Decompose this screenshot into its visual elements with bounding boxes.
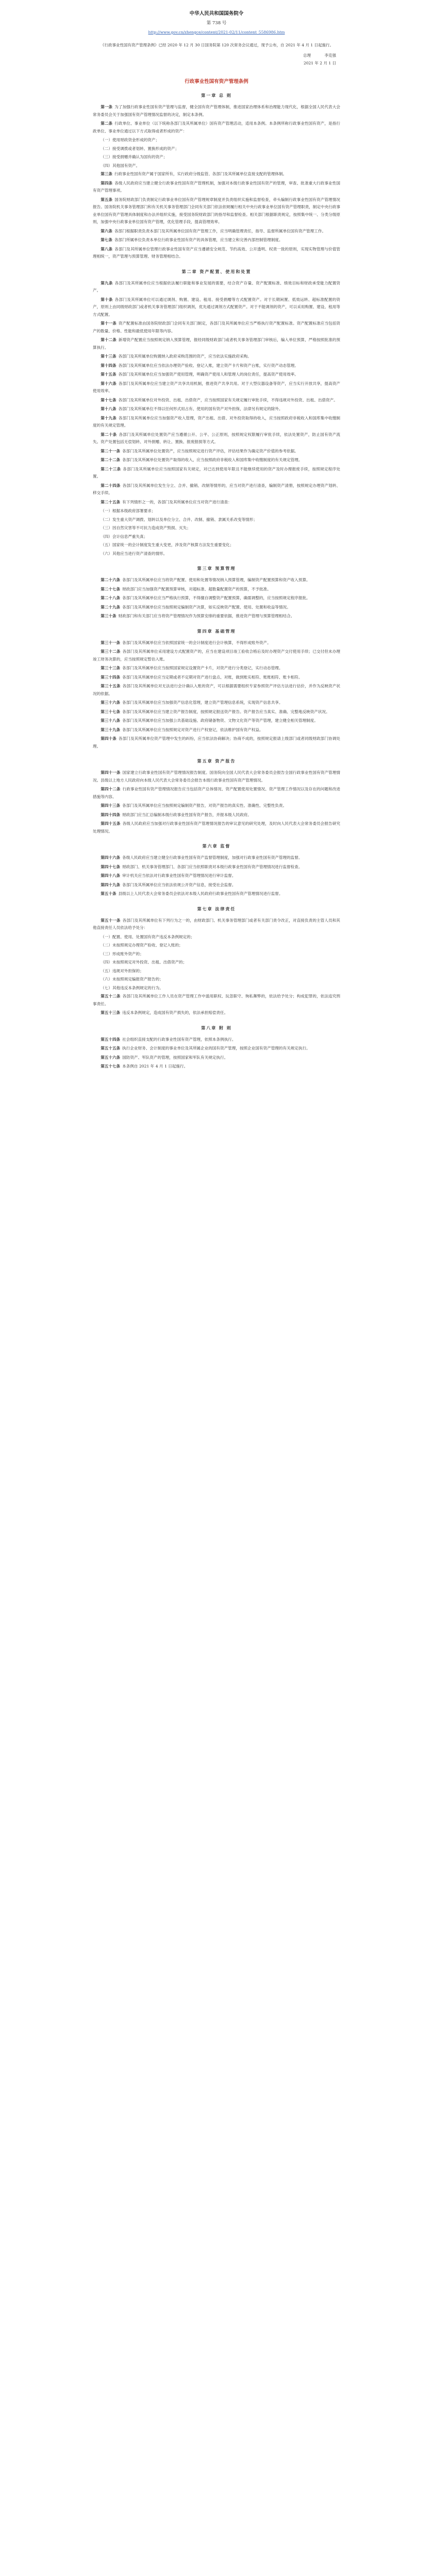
article-paragraph [93, 380, 340, 395]
chapter-heading: 第一章 总 则 [201, 93, 232, 98]
article-number: 第五十二条 [101, 994, 121, 998]
chapter-heading: 第七章 法律责任 [197, 906, 236, 911]
article-paragraph [93, 683, 340, 698]
article-paragraph [93, 917, 340, 932]
article-item: （三）因自然灾害等不可抗力造成资产毁损、灭失； [101, 526, 191, 530]
article-paragraph [93, 456, 340, 464]
decree-description: 《行政事业性国有资产管理条例》已经 2020 年 12 月 30 日国务院第 120 次常务会议通过，现予公布，自 2021 年 4 月 1 日起施行。 [101, 43, 334, 47]
article-paragraph [93, 448, 340, 455]
regulation-title: 行政事业性国有资产管理条例 [185, 79, 248, 84]
article-number: 第二十一条 [101, 448, 121, 453]
article-text: 各级人民政府应当建立健全行政事业性国有资产管理机制，加强对本级行政事业性国有资产的管理，审查、批准重大行政事业性国有资产管理事项。 [93, 180, 340, 193]
article-number: 第九条 [101, 280, 113, 285]
article-paragraph [93, 717, 340, 725]
article-number: 第三十五条 [101, 684, 121, 688]
chapter-heading: 第二章 资产配置、使用和处置 [181, 268, 252, 274]
article-paragraph [93, 120, 340, 135]
article-number: 第十四条 [101, 363, 116, 368]
article-number: 第十三条 [101, 354, 116, 359]
article-number: 第四十七条 [101, 864, 121, 869]
article-number: 第四条 [101, 180, 113, 185]
article-paragraph [93, 397, 340, 404]
article-text: 有下列情形之一的，各部门及其所属单位应当对资产进行清查： [122, 499, 232, 504]
article-paragraph [93, 1009, 340, 1017]
article-paragraph [93, 890, 340, 898]
signature-name: 李克强 [324, 53, 336, 58]
article-paragraph [93, 604, 340, 612]
article-paragraph [93, 769, 340, 784]
article-text: 各部门及其所属单位应当按照规定对资产进行产权登记，依法维护国有资产权益。 [122, 727, 263, 732]
article-paragraph [93, 228, 340, 235]
article-text: 审计机关应当依法对行政事业性国有资产管理情况进行审计监督。 [122, 873, 236, 878]
article-number: 第十九条 [101, 415, 116, 420]
article-number: 第四十一条 [101, 770, 121, 775]
decree-date: 2021 年 2 月 1 日 [303, 61, 336, 65]
article-text: 财政部门应当汇总编制本级行政事业性国有资产报告，并报本级人民政府。 [122, 812, 252, 817]
article-text: 各部门及其所属单位应当按照国家有关规定，对已达到使用年限且不能继续使用的资产及时办理报废手续，按照规定程序处置。 [93, 466, 341, 479]
article-text: 新增资产配置应当按照规定纳入预算管理，报经同级财政部门或者机关事务管理部门审核后，编入单位预算，严格按照批准的预算执行。 [93, 337, 341, 350]
article-number: 第三十四条 [101, 674, 121, 680]
article-text: 各部门根据职责负责本部门及其所属单位国有资产管理工作，应当明确管理责任，指导、监督所属单位国有资产管理工作。 [114, 228, 326, 233]
article-paragraph [93, 353, 340, 361]
article-text: 各部门及其所属单位应当依法办理资产验收、登记入账，建立资产卡片和资产台账，实行资产动态管理。 [118, 363, 298, 368]
chapter-heading: 第五章 资产报告 [197, 758, 236, 764]
article-text: 财政部门和有关部门应当将资产管理情况作为预算安排的重要依据，推进资产管理与预算管理相结合。 [118, 614, 295, 618]
article-text: 违反本条例规定，造成国有资产损失的，依法承担赔偿责任。 [122, 1010, 228, 1015]
article-text: 财政部门、机关事务管理部门、各部门应当依照职责对本级行政事业性国有资产管理情况进行监督检查。 [122, 864, 303, 869]
signature-title: 总理 [303, 53, 311, 58]
article-item: （二）接受调拨或者划转、置换形成的资产； [101, 146, 179, 151]
article-paragraph [93, 180, 340, 195]
article-number: 第二十二条 [101, 457, 121, 462]
article-text: 各部门及其所属单位可以通过调剂、购置、建设、租用、接受捐赠等方式配置资产。对于长期闲置、低效运转、超标准配置的资产，原则上由同级财政部门或者机关事务管理部门组织调剂，优先通过调剂方式配置资产。对于不能调剂的资产，可以采用购置、建设、租用等方式配置。 [93, 297, 341, 317]
article-number: 第二十条 [101, 432, 117, 437]
article-paragraph [93, 196, 340, 226]
article-item: （七）其他违反本条例规定的行为。 [101, 985, 163, 990]
article-item: （三）形成账外资产的； [101, 951, 144, 956]
article-paragraph [93, 802, 340, 810]
article-paragraph [93, 726, 340, 734]
article-text: 各部门及其所属单位工作人员在资产管理工作中滥用职权、玩忽职守、徇私舞弊的，依法给予处分；构成犯罪的，依法追究刑事责任。 [93, 994, 341, 1006]
article-number: 第三十八条 [101, 718, 121, 723]
article-paragraph [93, 466, 340, 481]
article-number: 第三十一条 [101, 640, 121, 645]
article-paragraph [93, 482, 340, 497]
article-item: （五）国家统一的会计制度发生重大变更，涉及资产核算方法发生重要变化； [101, 543, 234, 547]
article-number: 第三十九条 [101, 727, 121, 732]
article-paragraph [93, 1054, 340, 1062]
article-paragraph [93, 699, 340, 707]
article-paragraph [93, 405, 340, 413]
article-paragraph [93, 415, 340, 430]
article-paragraph [93, 863, 340, 871]
article-text: 各部门及其所属单位应当加强资产使用管理，明确资产使用人和管理人的岗位责任，提高资产使用效率。 [118, 372, 298, 377]
article-text: 各部门及其所属单位发生分立、合并、撤销、改制等情形的，应当对资产进行清查，编制资产清册，按照规定办理资产划转、移交手续。 [93, 483, 341, 495]
article-paragraph [93, 811, 340, 819]
article-item: （四）其他国有资产。 [101, 163, 140, 168]
article-number: 第四十条 [101, 736, 116, 741]
regulation-sections [93, 93, 340, 1071]
article-paragraph [93, 854, 340, 862]
article-number: 第八条 [101, 246, 113, 251]
article-text: 国家建立行政事业性国有资产管理情况报告制度。国务院向全国人民代表大会常务委员会报告全国行政事业性国有资产管理情况。县级以上地方人民政府向本级人民代表大会常务委员会报告本级行政事业性国有资产管理情况。 [93, 770, 341, 783]
article-paragraph [93, 665, 340, 672]
article-item: （一）使用财政资金形成的资产； [101, 138, 160, 142]
article-text: 各部门及其所属单位采用建设方式配置资产的，应当在建设项目竣工验收合格后及时办理资产交付使用手续；已交付但未办理竣工财务决算的，应当按照规定暂估入账。 [93, 649, 341, 662]
article-text: 县级以上人民代表大会常务委员会依法对本级人民政府行政事业性国有资产管理情况进行监督。 [118, 891, 283, 896]
article-paragraph [93, 708, 340, 716]
article-number: 第二十四条 [101, 483, 121, 488]
article-paragraph [93, 236, 340, 244]
article-paragraph [93, 246, 340, 261]
article-paragraph [93, 648, 340, 663]
article-text: 行政单位、事业单位（以下统称各部门及其所属单位）国有资产管理活动，适用本条例。本条例所称行政事业性国有资产，是指行政单位、事业单位通过以下方式取得或者形成的资产： [93, 121, 340, 133]
article-number: 第五十三条 [101, 1010, 121, 1015]
article-number: 第三十条 [101, 614, 116, 618]
article-number: 第五十七条 [101, 1064, 121, 1069]
article-text: 各级人民政府应当加强对行政事业性国有资产管理情况报告的审议意见的研究处理，及时向人民代表大会常务委员会报告研究处理情况。 [93, 821, 341, 834]
article-paragraph [93, 171, 340, 178]
article-text: 各部门及其所属单位处置资产取得的收入，应当按照政府非税收入和国库集中收缴制度的有关规定管理。 [122, 457, 303, 462]
article-item: （六）未按照规定编报资产报告的； [101, 977, 163, 981]
article-text: 行政事业性国有资产管理情况报告应当包括资产总体情况、资产配置使用处置情况、资产管理工作情况以及存在的问题和改进措施等内容。 [93, 787, 341, 799]
article-item: （四）未按照规定对外投资、出租、出借资产的； [101, 960, 187, 964]
article-paragraph [93, 431, 340, 446]
article-paragraph [93, 872, 340, 880]
article-paragraph [93, 499, 340, 506]
article-number: 第四十三条 [101, 803, 121, 808]
article-text: 各部门及其所属单位管理行政事业性国有资产应当遵循安全规范、节约高效、公开透明、权责一致的原则，实现实物管理与价值管理相统一，资产管理与预算管理、财务管理相结合。 [93, 246, 340, 259]
article-paragraph [93, 1063, 340, 1071]
article-number: 第十七条 [101, 397, 116, 402]
article-paragraph [93, 993, 340, 1008]
article-paragraph [93, 735, 340, 750]
article-number: 第四十九条 [101, 882, 121, 887]
decree-number: 第 738 号 [206, 21, 227, 26]
article-paragraph [93, 586, 340, 594]
article-paragraph [93, 336, 340, 351]
article-number: 第三十六条 [101, 700, 121, 705]
article-text: 各部门及其所属单位应当加强公共基础设施、政府储备物资、文物文化资产等资产管理，建立健全相关管理制度。 [122, 718, 318, 723]
article-number: 第四十五条 [101, 821, 121, 826]
article-text: 国防资产、军队资产的管理，按照国家和军队有关规定执行。 [122, 1055, 228, 1060]
article-text: 国务院财政部门负责制定行政事业单位国有资产管理规章制度并负责组织实施和监督检查，牵头编制行政事业性国有资产管理情况报告。国务院机关事务管理部门和有关机关事务管理部门会同有关部门依法依规履行相关中央行政事业单位国有资产管理职责，制定中央行政事业单位国有资产管理具体制度和办法并组织实施，接受国务院财政部门的指导和监督检查。相关部门根据职责规定，按照集中统一、分类分级原则，加强中央行政事业单位国有资产管理，优化管理手段，提高管理效率。 [93, 197, 340, 224]
decree-title: 中华人民共和国国务院令 [189, 11, 244, 16]
article-item: （六）其他应当进行资产清查的情形。 [101, 551, 168, 556]
article-paragraph [93, 595, 340, 602]
article-text: 财政部门应当加强资产配置预算审核，对超标准、超数量配置资产的预算，不予批准。 [122, 586, 271, 591]
article-paragraph [93, 882, 340, 889]
article-number: 第二十九条 [101, 604, 121, 609]
article-paragraph [93, 1045, 340, 1053]
article-number: 第五十一条 [101, 918, 121, 923]
article-item: （三）接受捐赠并确认为国有的资产； [101, 155, 168, 159]
article-number: 第七条 [101, 238, 112, 242]
article-number: 第二十五条 [101, 499, 121, 504]
article-paragraph [93, 1036, 340, 1044]
article-item: （一）配置、使用、处置国有资产违反本条例规定的； [101, 934, 195, 939]
article-item: （二）发生重大资产调拨、划转以及单位分立、合并、改制、撤销、隶属关系改变等情形； [101, 517, 257, 522]
chapter-heading: 第三章 预算管理 [197, 566, 236, 571]
article-number: 第三条 [101, 172, 112, 176]
article-paragraph [93, 280, 340, 295]
article-number: 第十二条 [101, 337, 116, 342]
article-number: 第四十八条 [101, 873, 121, 878]
article-number: 第十一条 [101, 321, 116, 326]
article-paragraph [93, 639, 340, 647]
article-number: 第五十五条 [101, 1046, 121, 1050]
article-number: 第十条 [101, 297, 113, 302]
article-text: 各部门及其所属单位应当加强资产收入管理，资产出租、出借、对外投资取得的收入，应当按照政府非税收入和国库集中收缴制度的有关规定管理。 [93, 415, 341, 428]
article-text: 各部门及其所属单位对外投资、出租、出借资产，应当按照国家有关规定履行审批手续，不得违规对外投资、出租、出借资产。 [118, 397, 338, 402]
article-item: （五）违规对外担保的； [101, 968, 144, 973]
article-number: 第五十六条 [101, 1055, 121, 1060]
article-text: 行政事业性国有资产属于国家所有，实行政府分级监管、各部门及其所属单位直接支配的管理体制。 [114, 172, 287, 176]
article-number: 第六条 [101, 228, 112, 233]
article-text: 各级人民政府应当建立健全行政事业性国有资产监督管理制度，加强对行政事业性国有资产管理的监督。 [122, 855, 303, 860]
article-text: 本条例自 2021 年 4 月 1 日起施行。 [122, 1064, 188, 1069]
article-number: 第十六条 [101, 381, 116, 386]
article-paragraph [93, 820, 340, 835]
article-text: 各部门及其所属单位应当依法依规公开资产信息，接受社会监督。 [122, 882, 236, 887]
article-number: 第二十八条 [101, 596, 121, 600]
article-text: 各部门及其所属单位应当按照规定编制资产报告，对资产报告的真实性、准确性、完整性负责。 [122, 803, 287, 808]
article-text: 各部门及其所属单位应当依照国家统一的会计制度进行会计核算，不得形成账外资产。 [122, 640, 271, 645]
article-number: 第四十六条 [101, 855, 121, 860]
article-text: 各部门及其所属单位应当定期或者不定期对资产进行盘点、对账，做到账实相符、账账相符、账卡相符。 [122, 674, 303, 680]
article-paragraph [93, 786, 340, 801]
article-text: 各部门及其所属单位应当建立资产共享共用机制，推进资产共享共用。对于大型仪器设备等资产，应当实行开放共享，提高资产使用效率。 [93, 381, 341, 393]
article-number: 第三十七条 [101, 709, 121, 714]
article-text: 各部门及其所属单位处置资产，应当按照规定进行资产评估，评估结果作为确定资产价值的参考依据。 [122, 448, 298, 453]
article-number: 第三十三条 [101, 666, 121, 670]
article-text: 各部门及其所属单位有下列行为之一的，由财政部门、机关事务管理部门或者有关部门责令改正，对直接负责的主管人员和其他直接责任人员依法给予处分： [93, 918, 341, 930]
article-number: 第二十三条 [101, 466, 121, 471]
article-paragraph [93, 104, 340, 118]
article-text: 各部门及其所属单位不得以任何形式用占有、使用的国有资产对外担保，法律另有规定的除外。 [118, 406, 283, 411]
document-body [93, 0, 340, 1071]
article-text: 社会组织直接支配的行政事业性国有资产管理，依照本条例执行。 [122, 1037, 236, 1042]
article-number: 第十八条 [101, 406, 116, 411]
article-text: 各部门及其所属单位应当按照规定编制资产决算，如实反映资产配置、使用、处置和收益等情况。 [122, 604, 291, 609]
signature [93, 53, 340, 58]
article-text: 各部门及其所属单位应当加强资产信息化管理，建立资产管理信息系统，实现资产信息共享。 [122, 700, 283, 705]
article-text: 为了加强行政事业性国有资产管理与监督，健全国有资产管理体制，推进国家治理体系和治理能力现代化，根据全国人民代表大会常务委员会关于加强国有资产管理情况监督的决定，制定本条例。 [93, 105, 340, 117]
article-number: 第一条 [101, 105, 113, 109]
article-item: （四）会计信息严重失真； [101, 534, 148, 539]
article-text: 执行企业财务、会计制度的事业单位及其所属企业的国有资产管理，按照企业国有资产管理的有关规定执行。 [122, 1046, 310, 1050]
article-text: 各部门及其所属单位应当根据依法履行职能和事业发展的需要，结合资产存量、资产配置标准、绩效目标和财政承受能力配置资产。 [93, 280, 341, 293]
article-item: （一）根据本级政府部署要求； [101, 509, 156, 513]
article-paragraph [93, 371, 340, 379]
article-text: 各部门及其所属单位资产管理中发生的纠纷，应当依法协商解决；协商不成的，按照规定报请上级部门或者同级财政部门协调处理。 [93, 736, 341, 749]
article-number: 第二条 [101, 121, 113, 126]
article-item: （二）未按照规定办理资产验收、登记入账的； [101, 943, 183, 947]
article-number: 第五十条 [101, 891, 116, 896]
article-text: 各部门及其所属单位应当严格执行预算，不得擅自调整资产配置预算，确需调整的，应当按照规定程序报批。 [122, 596, 310, 600]
article-number: 第二十七条 [101, 586, 121, 591]
article-text: 各部门所属单位负责本单位行政事业性国有资产的具体管理，应当建立和完善内部控制管理制度。 [114, 238, 283, 242]
chapter-heading: 第八章 附 则 [201, 1025, 232, 1030]
chapter-heading: 第四章 基础管理 [197, 628, 236, 634]
article-paragraph [93, 613, 340, 620]
article-paragraph [93, 577, 340, 584]
article-number: 第三十二条 [101, 649, 121, 654]
source-link[interactable]: http://www.gov.cn/zhengce/content/2021-02/11/content_5586986.htm [148, 30, 285, 35]
article-text: 各部门及其所属单位应当将资产配置、使用和处置等情况纳入预算管理，编制资产配置预算和资产收入预算。 [122, 578, 310, 582]
article-paragraph [93, 674, 340, 682]
article-text: 资产配置标准由国务院财政部门会同有关部门制定，各部门及其所属单位应当严格执行资产配置标准。资产配置标准应当包括资产的数量、价格、性能和最低使用年限等内容。 [93, 321, 341, 333]
article-text: 各部门及其所属单位购置纳入政府采购范围的资产，应当依法实施政府采购。 [118, 354, 252, 359]
article-text: 各部门及其所属单位应当按照国家规定设置资产卡片，对资产进行分类登记，实行动态管理。 [122, 666, 283, 670]
article-number: 第四十二条 [101, 787, 121, 791]
article-number: 第五十四条 [101, 1037, 121, 1042]
chapter-heading: 第六章 监督 [202, 843, 231, 849]
article-paragraph [93, 296, 340, 319]
article-number: 第四十四条 [101, 812, 121, 817]
article-text: 各部门及其所属单位处置资产应当遵循公开、公平、公正原则，按照规定权限履行审批手续，依法处置资产，防止国有资产流失。资产处置包括无偿划转、对外捐赠、转让、置换、报废报损等方式。 [93, 432, 341, 444]
article-number: 第五条 [101, 197, 113, 202]
article-number: 第十五条 [101, 372, 116, 377]
article-text: 各部门及其所属单位对无法进行会计确认入账的资产，可以根据需要组织专家参照资产评估方法进行估价，并作为反映资产状况的依据。 [93, 684, 341, 696]
article-number: 第二十六条 [101, 578, 121, 582]
article-text: 各部门及其所属单位应当建立资产报告制度，按照规定报送资产报告。资产报告应当真实、准确、完整地反映资产状况。 [122, 709, 330, 714]
article-paragraph [93, 320, 340, 335]
article-paragraph [93, 362, 340, 370]
